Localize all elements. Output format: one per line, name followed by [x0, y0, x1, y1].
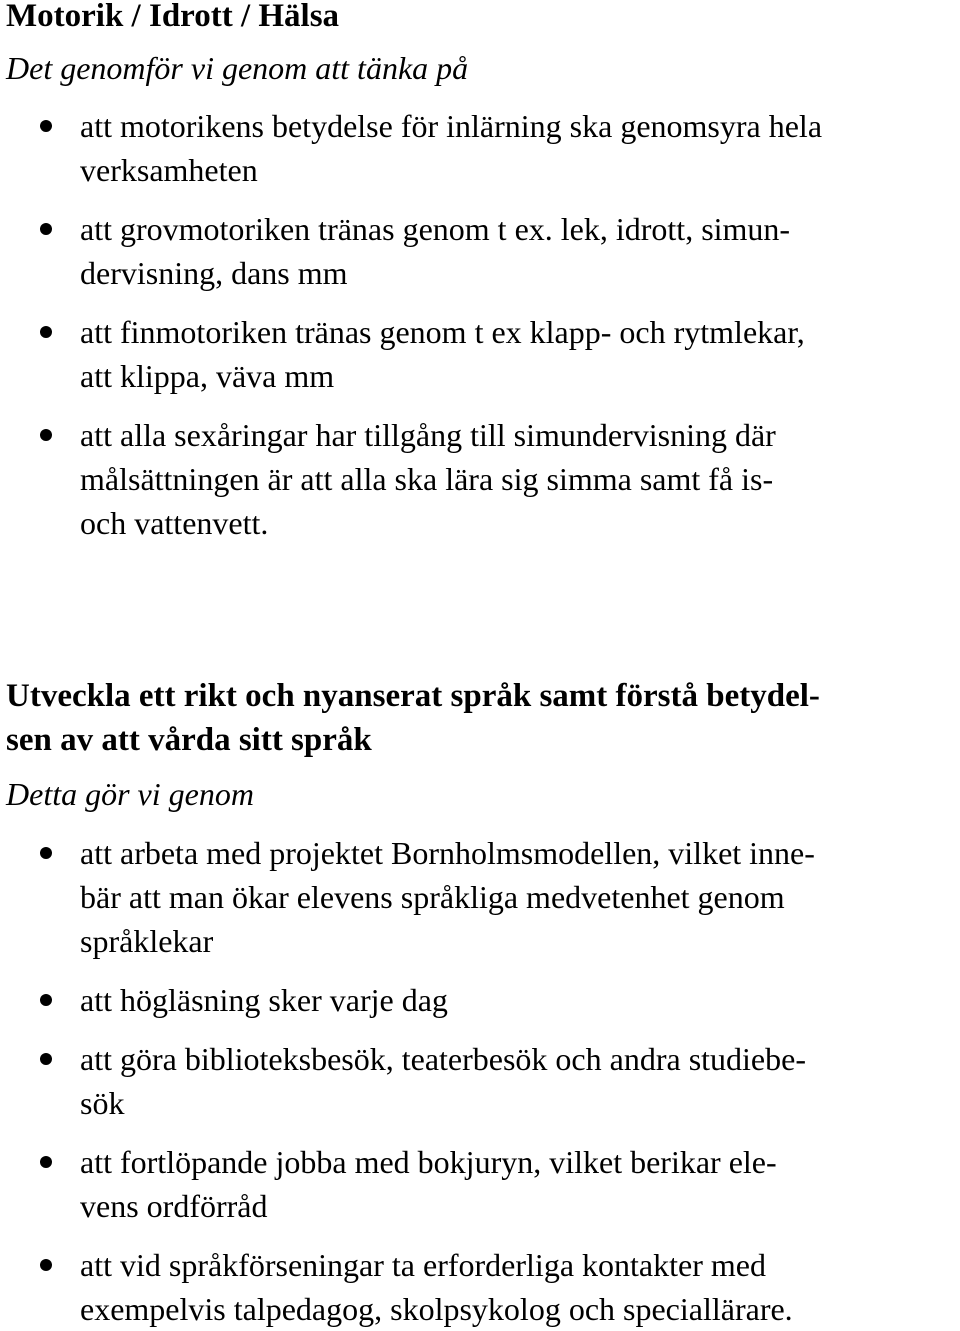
- list-item-line: att vid språkförseningar ta erforderliga kontakter med: [80, 1247, 766, 1283]
- list-item: [0, 310, 960, 398]
- list-item: [0, 978, 960, 1022]
- list-item: [0, 1140, 960, 1228]
- list-item: [0, 207, 960, 295]
- bullet-icon: [40, 326, 52, 338]
- list-item-line: att grovmotoriken tränas genom t ex. lek, idrott, simun-: [80, 211, 791, 247]
- bullet-icon: [40, 1053, 52, 1065]
- section-heading: Motorik / Idrott / Hälsa: [6, 0, 340, 34]
- list-item-line: att alla sexåringar har tillgång till simundervisning där: [80, 417, 776, 453]
- bullet-icon: [40, 223, 52, 235]
- list-item-line: att högläsning sker varje dag: [80, 982, 448, 1018]
- list-item-line: att finmotoriken tränas genom t ex klapp- och rytmlekar,: [80, 314, 805, 350]
- section-intro: Det genomför vi genom att tänka på: [6, 50, 469, 86]
- list-item-line: att klippa, väva mm: [80, 358, 335, 394]
- list-item-line: exempelvis talpedagog, skolpsykolog och speciallärare.: [80, 1291, 793, 1327]
- list-item-line: att motorikens betydelse för inlärning ska genomsyra hela: [80, 108, 823, 144]
- bullet-icon: [40, 994, 52, 1006]
- list-item: [0, 831, 960, 963]
- section-intro: Detta gör vi genom: [6, 776, 254, 812]
- list-item-line: språklekar: [80, 923, 214, 959]
- list-item: [0, 1243, 960, 1331]
- list-item-line: att fortlöpande jobba med bokjuryn, vilket berikar ele-: [80, 1144, 777, 1180]
- list-item-line: att göra biblioteksbesök, teaterbesök och andra studiebe-: [80, 1041, 806, 1077]
- section-sprak: [0, 674, 960, 1331]
- bullet-icon: [40, 1156, 52, 1168]
- list-item-line: vens ordförråd: [80, 1188, 268, 1224]
- bullet-icon: [40, 120, 52, 132]
- bullet-list: [0, 831, 960, 1331]
- list-item-line: och vattenvett.: [80, 505, 269, 541]
- list-item: [0, 104, 960, 192]
- list-item-line: att arbeta med projektet Bornholmsmodellen, vilket inne-: [80, 835, 815, 871]
- list-item-line: sök: [80, 1085, 125, 1121]
- list-item-line: dervisning, dans mm: [80, 255, 348, 291]
- bullet-list: [0, 104, 960, 545]
- bullet-icon: [40, 429, 52, 441]
- bullet-icon: [40, 1259, 52, 1271]
- list-item-line: verksamheten: [80, 152, 258, 188]
- bullet-icon: [40, 847, 52, 859]
- section-heading-line: sen av att vårda sitt språk: [6, 722, 372, 758]
- section-heading: [0, 674, 936, 762]
- list-item: [0, 413, 960, 545]
- list-item-line: målsättningen är att alla ska lära sig simma samt få is-: [80, 461, 774, 497]
- section-heading-line: Utveckla ett rikt och nyanserat språk samt förstå betydel-: [6, 678, 820, 714]
- list-item-line: bär att man ökar elevens språkliga medvetenhet genom: [80, 879, 785, 915]
- list-item: [0, 1037, 960, 1125]
- section-motorik: [0, 0, 960, 545]
